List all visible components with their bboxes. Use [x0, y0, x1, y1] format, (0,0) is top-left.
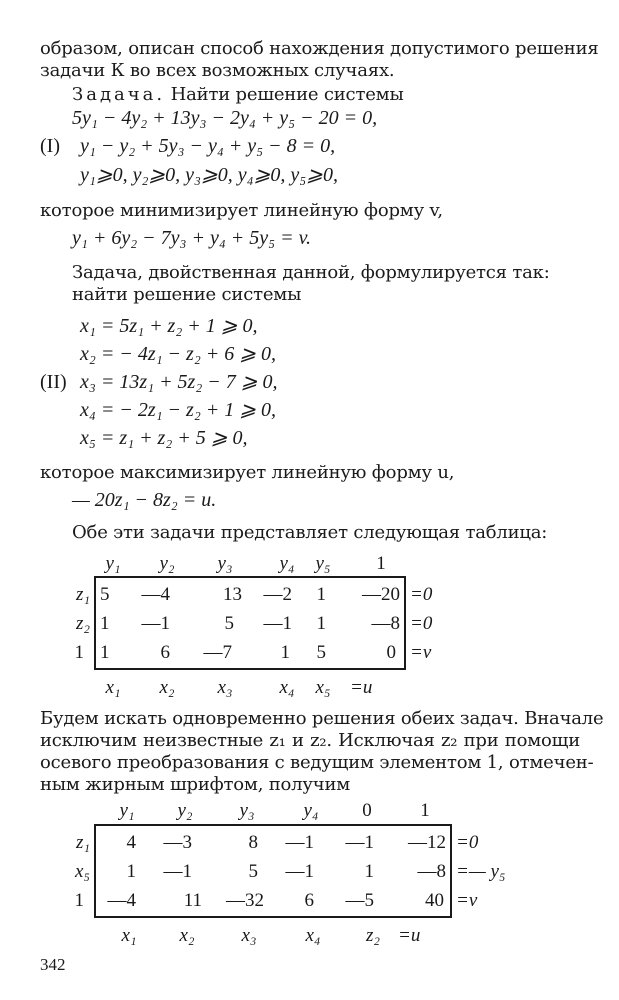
- task-label: Задача.: [72, 84, 166, 105]
- t2-cell: 8: [248, 832, 258, 853]
- t1-cell: 6: [160, 642, 170, 663]
- system1-eq1: 5y₁ − 4y₂ + 13y₃ − 2y₄ + y₅ − 20 = 0,: [72, 107, 378, 129]
- t2-cell: 11: [183, 890, 202, 911]
- t2-footer: x₃: [241, 925, 257, 946]
- t1-header-y3: y₃: [217, 553, 233, 574]
- t2-cell: 4: [126, 832, 136, 853]
- t1-footer: x₅: [315, 677, 331, 698]
- t2-bottom-rule: [94, 916, 452, 918]
- t1-header-one: 1: [376, 553, 386, 574]
- t1-cell: —4: [141, 584, 170, 605]
- objective-v: y₁ + 6y₂ − 7y₃ + y₄ + 5y₅ = v.: [72, 227, 312, 249]
- system2-eq2: x₂ = − 4z₁ − z₂ + 6 ⩾ 0,: [80, 343, 277, 365]
- t2-right-rule: [450, 824, 452, 918]
- t2-cell: —12: [408, 832, 446, 853]
- t1-row-label: 1: [74, 642, 84, 663]
- text-line: исключим неизвестные z₁ и z₂. Исключая z₂ при помощи: [40, 730, 580, 751]
- task-text: Найти решение системы: [165, 84, 404, 105]
- text-line: ным жирным шрифтом, получим: [40, 774, 351, 795]
- t2-left-rule: [94, 824, 96, 918]
- t1-right-label: =v: [410, 642, 432, 663]
- text-line: Обе эти задачи представляет следующая таблица:: [72, 522, 548, 543]
- t2-footer: z₂: [366, 925, 380, 946]
- text-line: образом, описан способ нахождения допустимого решения: [40, 38, 599, 59]
- system2-eq3: x₃ = 13z₁ + 5z₂ − 7 ⩾ 0,: [80, 371, 278, 393]
- t2-right-label: =0: [456, 832, 479, 853]
- t1-cell: 1: [316, 613, 326, 634]
- system1-eq2: y₁ − y₂ + 5y₃ − y₄ + y₅ − 8 = 0,: [80, 135, 336, 157]
- t2-right-label: =v: [456, 890, 478, 911]
- t2-cell: —1: [285, 832, 314, 853]
- t1-cell: 1: [316, 584, 326, 605]
- text-line: задачи К во всех возможных случаях.: [40, 60, 395, 81]
- t1-cell: 1: [280, 642, 290, 663]
- t2-cell: —4: [107, 890, 136, 911]
- t2-cell: —3: [163, 832, 192, 853]
- t1-cell: —1: [263, 613, 292, 634]
- system2-eq4: x₄ = − 2z₁ − z₂ + 1 ⩾ 0,: [80, 399, 277, 421]
- t2-row-label: 1: [74, 890, 84, 911]
- t2-cell: 5: [248, 861, 258, 882]
- t1-right-label: =0: [410, 613, 433, 634]
- text-line: которое максимизирует линейную форму u,: [40, 462, 455, 483]
- t1-cell: 5: [100, 584, 110, 605]
- t1-cell: 5: [316, 642, 326, 663]
- t1-right-label: =0: [410, 584, 433, 605]
- t2-header-one: 1: [420, 800, 430, 821]
- text-line: Будем искать одновременно решения обеих задач. Вначале: [40, 708, 604, 729]
- t1-row-label: z₂: [76, 613, 90, 634]
- t2-cell: —1: [285, 861, 314, 882]
- t1-cell: —7: [203, 642, 232, 663]
- t2-cell: —1: [163, 861, 192, 882]
- t2-footer: x₄: [305, 925, 321, 946]
- text-line: найти решение системы: [72, 284, 302, 305]
- t1-footer: x₁: [105, 677, 121, 698]
- t1-cell: —2: [263, 584, 292, 605]
- t2-row-label: z₁: [76, 832, 90, 853]
- t1-cell: 1: [100, 613, 110, 634]
- t2-cell: —32: [226, 890, 264, 911]
- t1-cell: 1: [100, 642, 110, 663]
- t2-cell: —8: [417, 861, 446, 882]
- t2-footer: =u: [398, 925, 421, 946]
- t2-header-zero: 0: [362, 800, 372, 821]
- t2-row-label: x₅: [74, 861, 90, 882]
- t2-header-y3: y₃: [239, 800, 255, 821]
- t2-cell: 1: [364, 861, 374, 882]
- t2-cell: 40: [425, 890, 444, 911]
- text-line: осевого преобразования с ведущим элементом 1, отмечен-: [40, 752, 594, 773]
- t1-header-y4: y₄: [279, 553, 295, 574]
- t2-right-label: =— y₅: [456, 861, 506, 882]
- text-line: которое минимизирует линейную форму v,: [40, 200, 443, 221]
- t1-footer: x₃: [217, 677, 233, 698]
- objective-u: — 20z₁ − 8z₂ = u.: [72, 489, 217, 511]
- t1-footer: x₄: [279, 677, 295, 698]
- t1-footer: =u: [350, 677, 373, 698]
- t2-cell: —5: [345, 890, 374, 911]
- t1-cell: —8: [371, 613, 400, 634]
- t2-top-rule: [94, 824, 450, 826]
- page-number: 342: [40, 955, 66, 974]
- t1-cell: —1: [141, 613, 170, 634]
- t2-header-y4: y₄: [303, 800, 319, 821]
- t1-cell: 5: [224, 613, 234, 634]
- t1-row-label: z₁: [76, 584, 90, 605]
- t1-header-y2: y₂: [159, 553, 175, 574]
- t2-header-y1: y₁: [119, 800, 135, 821]
- t1-cell: 0: [386, 642, 396, 663]
- t2-cell: 6: [304, 890, 314, 911]
- system1-eq3: y₁⩾0, y₂⩾0, y₃⩾0, y₄⩾0, y₅⩾0,: [80, 164, 338, 186]
- t1-cell: 13: [223, 584, 242, 605]
- t1-footer: x₂: [159, 677, 175, 698]
- t1-cell: —20: [362, 584, 400, 605]
- system1-label: (I): [40, 135, 60, 157]
- t1-header-y5: y₅: [315, 553, 331, 574]
- t2-header-y2: y₂: [177, 800, 193, 821]
- system2-eq1: x₁ = 5z₁ + z₂ + 1 ⩾ 0,: [80, 315, 258, 337]
- t1-header-y1: y₁: [105, 553, 121, 574]
- system2-label: (II): [40, 371, 67, 393]
- system2-eq5: x₅ = z₁ + z₂ + 5 ⩾ 0,: [80, 427, 248, 449]
- text-line: Задача, двойственная данной, формулируется так:: [72, 262, 550, 283]
- t2-cell: —1: [345, 832, 374, 853]
- t2-footer: x₂: [179, 925, 195, 946]
- t2-cell: 1: [126, 861, 136, 882]
- t2-footer: x₁: [121, 925, 137, 946]
